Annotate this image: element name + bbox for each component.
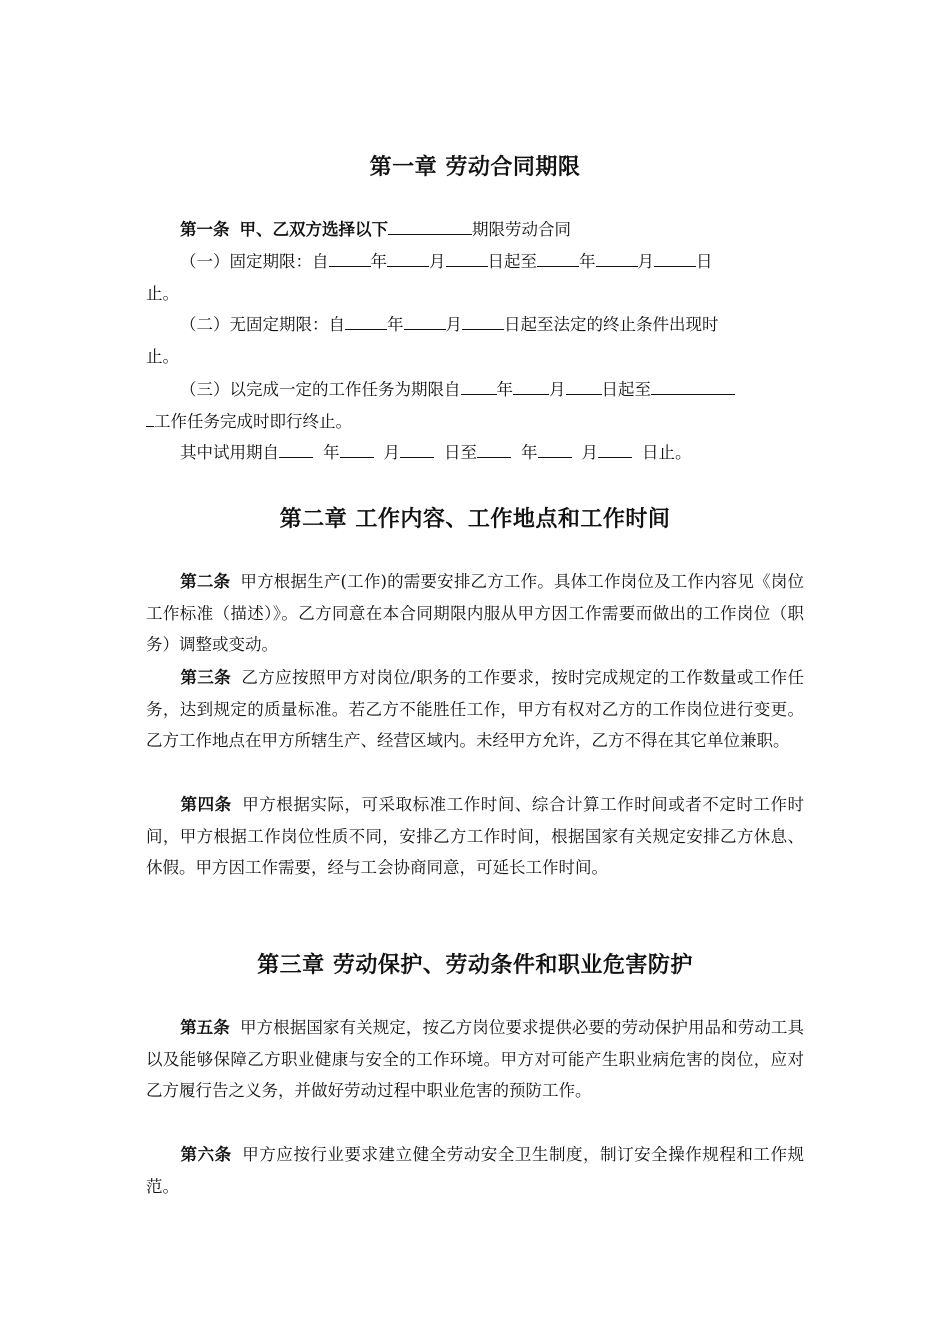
blank [388,218,472,235]
article-1-line: 第一条 甲、乙双方选择以下 期限劳动合同 [180,220,571,239]
article-2-text: 甲方根据生产(工作)的需要安排乙方工作。具体工作岗位及工作内容见《岗位工作标准（描述）》。乙方同意在本合同期限内服从甲方因工作需要而做出的工作岗位（职务）调整或变动。 [146,572,805,654]
article-4 [146,789,804,884]
chapter-1-title: 第一章 劳动合同期限 [369,154,581,180]
chapter-2-title: 第二章 工作内容、工作地点和工作时间 [279,506,671,532]
chapter-3-title: 第三章 劳动保护、劳动条件和职业危害防护 [257,952,693,978]
article-1-trial-period: 其中试用期自 年 月 日至 年 月 日止。 [180,443,692,462]
article-6 [146,1139,804,1202]
article-1-option-3-cont: 工作任务完成时即行终止。 [146,406,804,437]
article-1-option-2-cont: 止。 [146,347,179,366]
article-4-label: 第四条 [180,795,232,814]
article-1-option-1: （一）固定期限：自 年 月 日起至 年 月 日 [180,252,713,271]
article-3 [146,662,804,757]
article-1-label: 第一条 [180,220,230,239]
article-3-label: 第三条 [180,668,232,687]
article-1-option-2: （二）无固定期限：自 年 月 日起至法定的终止条件出现时 [180,315,719,334]
article-5-label: 第五条 [180,1018,230,1037]
article-2 [146,566,804,661]
article-2-label: 第二条 [180,572,231,591]
article-1-option-1-cont: 止。 [146,284,179,303]
article-1-option-3: （三）以完成一定的工作任务为期限自 年 月 日起至 [146,374,804,405]
article-6-label: 第六条 [180,1145,232,1164]
article-6-text: 甲方应按行业要求建立健全劳动安全卫生制度，制订安全操作规程和工作规范。 [146,1145,805,1196]
article-4-text: 甲方根据实际，可采取标准工作时间、综合计算工作时间或者不定时工作时间，甲方根据工作岗位性质不同，安排乙方工作时间，根据国家有关规定安排乙方休息、休假。甲方因工作需要，经与工会协商同意，可延长工作时间。 [146,795,805,877]
article-3-text: 乙方应按照甲方对岗位/职务的工作要求，按时完成规定的工作数量或工作任务，达到规定的质量标准。若乙方不能胜任工作，甲方有权对乙方的工作岗位进行变更。乙方工作地点在甲方所辖生产、经营区域内。未经甲方允许，乙方不得在其它单位兼职。 [146,668,805,750]
article-5 [146,1012,804,1107]
article-5-text: 甲方根据国家有关规定，按乙方岗位要求提供必要的劳动保护用品和劳动工具以及能够保障乙方职业健康与安全的工作环境。甲方对可能产生职业病危害的岗位，应对乙方履行告之义务，并做好劳动过程中职业危害的预防工作。 [146,1018,805,1100]
